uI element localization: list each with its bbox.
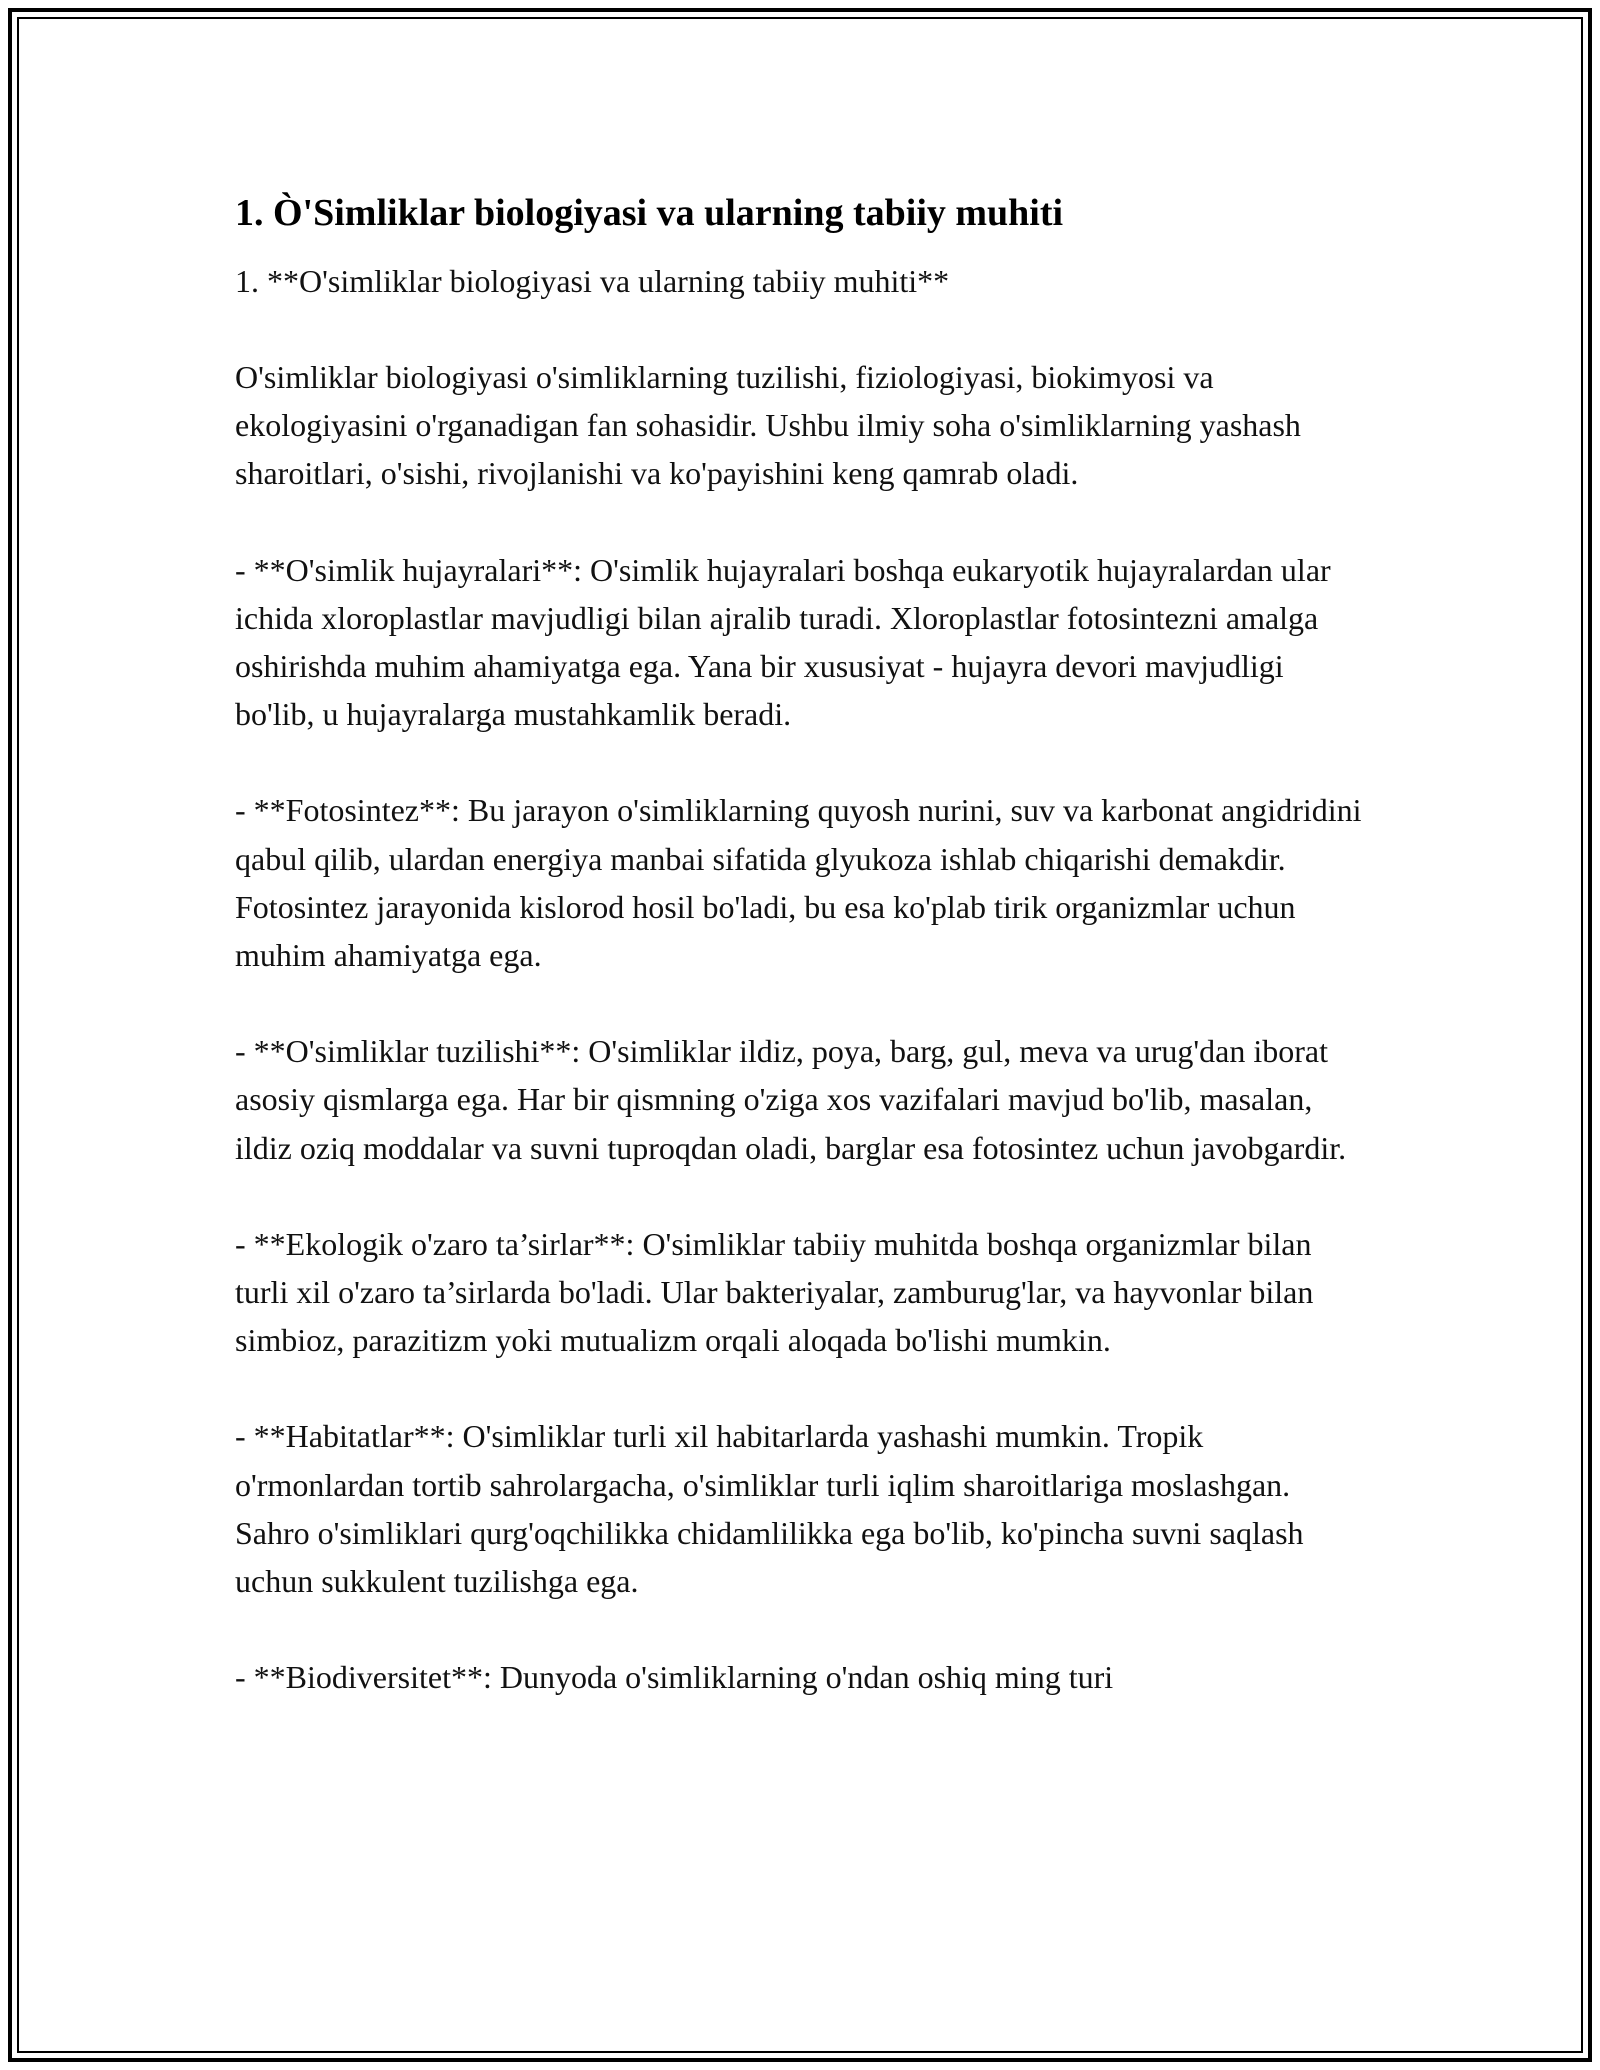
paragraph-biodiversity: - **Biodiversitet**: Dunyoda o'simliklarning o'ndan oshiq ming turi <box>235 1659 1114 1696</box>
paragraph-plant-cells: - **O'simlik hujayralari**: O'simlik hujayralari boshqa eukaryotik hujayralardan ular ichida xloroplastlar mavjudligi bilan ajralib turadi. Xloroplastlar fotosintezni amalga oshirishda muhim ahamiyatga ega. Yana bir xususiyat - hujayra devori mavjudligi bo'lib, u hujayralarga mustahkamlik beradi. <box>235 551 1331 733</box>
paragraph-plant-structure: - **O'simliklar tuzilishi**: O'simliklar ildiz, poya, barg, gul, meva va urug'dan iborat asosiy qismlarga ega. Har bir qismning o'ziga xos vazifalari mavjud bo'lib, masalan, ildiz oziq moddalar va suvni tuproqdan oladi, barglar esa fotosintez uchun javobgardir. <box>235 1033 1347 1166</box>
section-heading: 1. **O'simliklar biologiyasi va ularning tabiiy muhiti** <box>235 263 950 299</box>
paragraph-habitats: - **Habitatlar**: O'simliklar turli xil habitarlarda yashashi mumkin. Tropik o'rmonlardan tortib sahrolargacha, o'simliklar turli iqlim sharoitlariga moslashgan. Sahro o'simliklari qurg'oqchilikka chidamlilikka ega bo'lib, ko'pincha suvni saqlash uchun sukkulent tuzilishga ega. <box>235 1418 1304 1600</box>
paragraph-photosynthesis: - **Fotosintez**: Bu jarayon o'simliklarning quyosh nurini, suv va karbonat angidridini qabul qilib, ulardan energiya manbai sifatida glyukoza ishlab chiqarishi demakdir. Fotosintez jarayonida kislorod hosil bo'ladi, bu esa ko'plab tirik organizmlar uchun muhim ahamiyatga ega. <box>235 792 1362 974</box>
document-title: 1. Ò'Simliklar biologiyasi va ularning tabiiy muhiti <box>235 192 1064 234</box>
intro-paragraph: O'simliklar biologiyasi o'simliklarning tuzilishi, fiziologiyasi, biokimyosi va ekologiyasini o'rganadigan fan sohasidir. Ushbu ilmiy soha o'simliklarning yashash sharoitlari, o'sishi, rivojlanishi va ko'payishini keng qamrab oladi. <box>235 359 1301 492</box>
paragraph-ecological-interactions: - **Ekologik o'zaro ta’sirlar**: O'simliklar tabiiy muhitda boshqa organizmlar bilan turli xil o'zaro ta’sirlarda bo'ladi. Ular bakteriyalar, zamburug'lar, va hayvonlar bilan simbioz, parazitizm yoki mutualizm orqali aloqada bo'lishi mumkin. <box>235 1225 1314 1359</box>
document-body <box>235 185 1365 1701</box>
